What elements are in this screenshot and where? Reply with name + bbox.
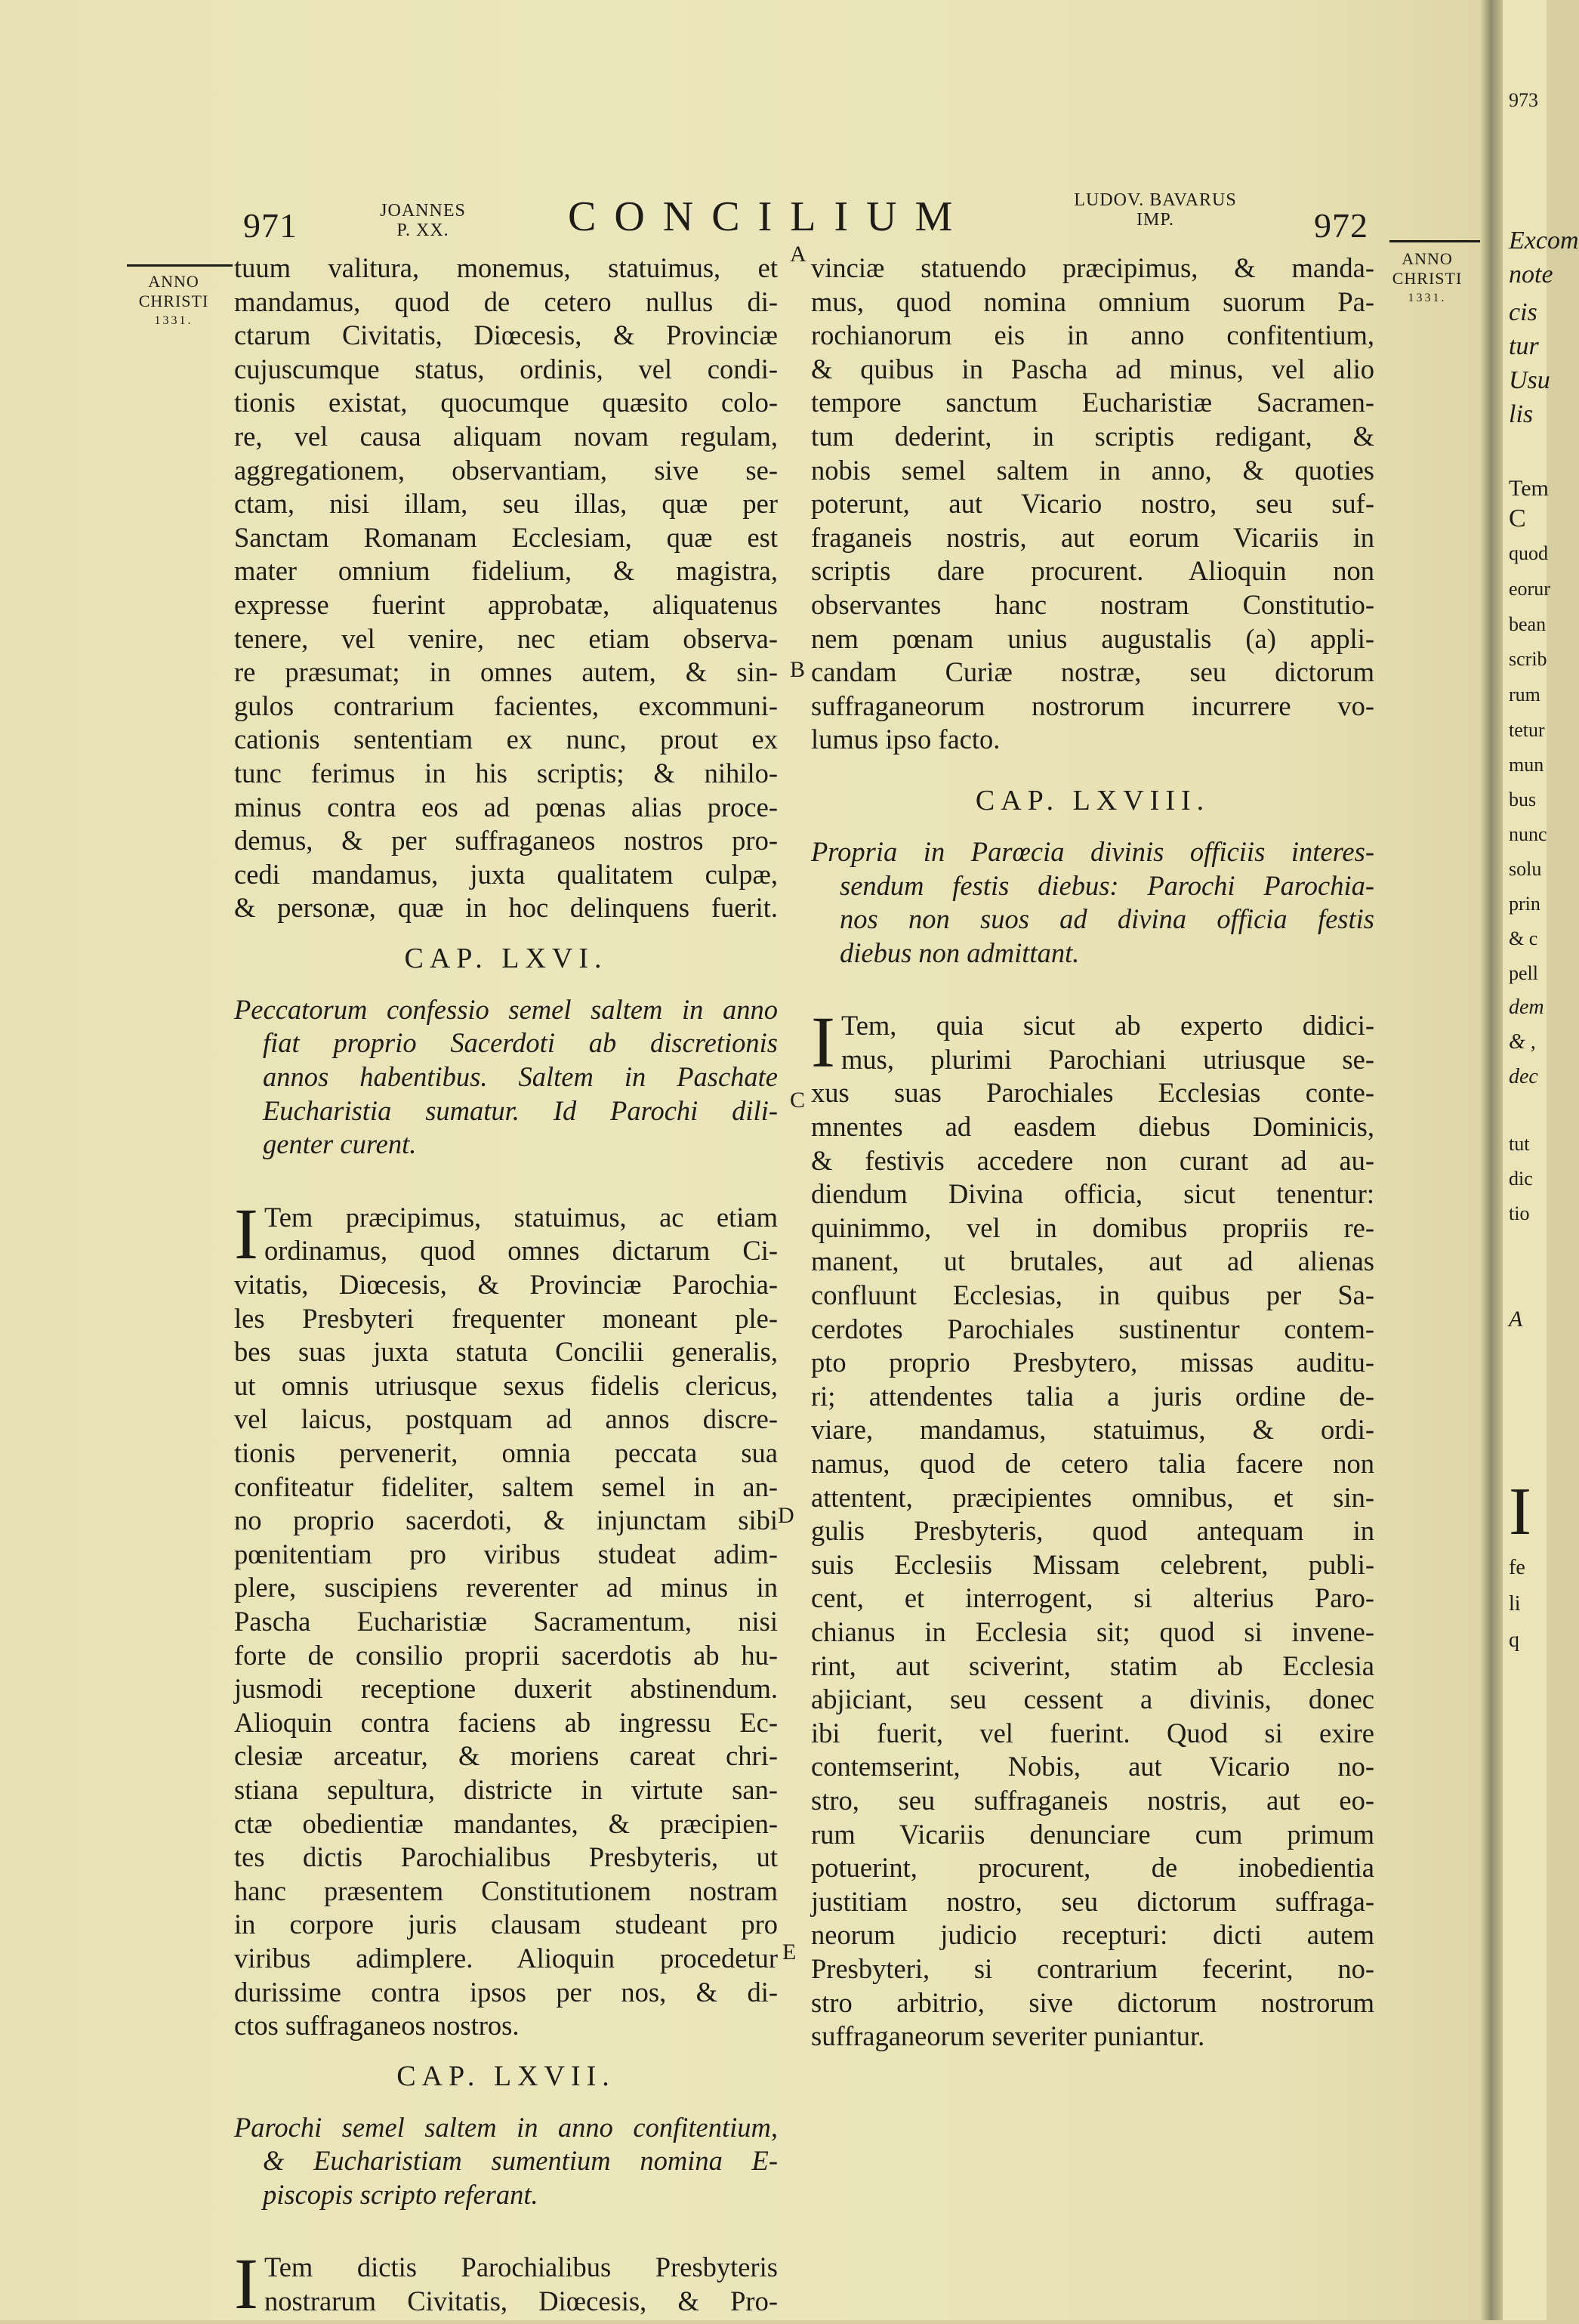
right-column	[811, 252, 1374, 2054]
next-page-fragment: prin	[1509, 893, 1540, 915]
text-line: nem pœnam unius augustalis (a) appli-	[811, 622, 1374, 654]
text-line: Tem præcipimus, statuimus, ac etiam	[264, 1201, 778, 1233]
section-letter-a: A	[790, 242, 806, 267]
text-line: contemserint, Nobis, aut Vicario no-	[811, 1751, 1374, 1782]
text-line: mnentes ad easdem diebus Dominicis,	[811, 1111, 1374, 1143]
text-line: lumus ipso facto.	[811, 724, 1001, 755]
text-line: jusmodi receptione duxerit abstinendum.	[234, 1673, 778, 1705]
rubric-line: Eucharistia sumatur. Id Parochi dili-	[263, 1094, 778, 1126]
next-page-fragment: eorur	[1509, 578, 1550, 600]
next-page-fragment: q	[1509, 1628, 1519, 1652]
text-line: potuerint, procurent, de inobedientia	[811, 1852, 1374, 1884]
text-line: confiteatur fideliter, saltem semel in an-	[234, 1471, 778, 1502]
text-line: chianus in Ecclesia sit; quod si invene-	[811, 1616, 1374, 1647]
chapter-body-66	[234, 1193, 778, 2043]
text-line: & festivis accedere non curant ad au-	[811, 1144, 1374, 1176]
text-line: candam Curiæ nostræ, seu dictorum	[811, 656, 1374, 688]
text-line: neorum judicio recepturi: dicti autem	[811, 1919, 1374, 1951]
text-line: Pascha Eucharistiæ Sacramentum, nisi	[234, 1605, 778, 1637]
next-page-fragment: bean	[1509, 613, 1547, 635]
text-line: xus suas Parochiales Ecclesias conte-	[811, 1077, 1374, 1109]
text-line: cujuscumque status, ordinis, vel condi-	[234, 353, 778, 384]
text-line: & personæ, quæ in hoc delinquens fuerit.	[234, 892, 778, 924]
chapter-rubric-67	[234, 2111, 778, 2212]
book-gutter	[1480, 0, 1503, 2320]
text-line: tuum valitura, monemus, statuimus, et	[234, 252, 778, 283]
chapter-body-68	[811, 1002, 1374, 2053]
anno-year: 1331.	[1408, 292, 1447, 304]
text-line: clesiæ arceatur, & moriens careat chri-	[234, 1740, 778, 1772]
section-letter-b: B	[790, 657, 806, 682]
chapter-body-67	[234, 2243, 778, 2324]
text-line: ibi fuerit, vel fuerint. Quod si exire	[811, 1717, 1374, 1748]
chapter-heading-67: CAP. LXVII.	[396, 2060, 615, 2092]
next-page-fragment: tetur	[1509, 719, 1545, 741]
left-column	[234, 252, 778, 2324]
margin-anno-right	[1382, 249, 1473, 308]
left-intro-paragraph	[234, 252, 778, 925]
text-line: aggregationem, observantiam, sive se-	[234, 454, 778, 486]
running-head-right-line: IMP.	[1136, 210, 1175, 230]
next-page-fragment: Excom	[1509, 227, 1579, 255]
text-line: no proprio sacerdoti, & injunctam sibi	[234, 1505, 778, 1536]
rubric-line: Parochi semel saltem in anno confitentium,	[234, 2111, 778, 2143]
text-line: & quibus in Pascha ad minus, vel alio	[811, 353, 1374, 384]
next-page-fragment: tur	[1509, 332, 1539, 360]
next-page-fragment: fe	[1509, 1556, 1525, 1579]
text-line: quinimmo, vel in domibus propriis re-	[811, 1211, 1374, 1243]
rubric-line: Peccatorum confessio semel saltem in anno	[234, 993, 778, 1025]
next-page-fragment: I	[1509, 1474, 1531, 1549]
next-page-fragment: & ,	[1509, 1030, 1536, 1054]
text-line: ordinamus, quod omnes dictarum Ci-	[264, 1235, 778, 1267]
next-page-fragment: lis	[1509, 400, 1534, 428]
running-head-right	[1046, 190, 1265, 230]
drop-cap-initial: I	[234, 2243, 258, 2324]
text-line: re præsumat; in omnes autem, & sin-	[234, 656, 778, 688]
text-line: gulos contrarium facientes, excommuni-	[234, 690, 778, 721]
spacer	[234, 1178, 778, 1201]
anno-christi: CHRISTI	[138, 292, 209, 310]
text-line: tes dictis Parochialibus Presbyteris, ut	[234, 1841, 778, 1873]
next-page-fragment: dem	[1509, 995, 1544, 1019]
running-head-left-line: P. XX.	[396, 221, 449, 240]
rubric-line: sendum festis diebus: Parochi Parochia-	[840, 869, 1374, 901]
text-line: viare, mandamus, statuimus, & ordi-	[811, 1414, 1374, 1446]
spacer	[811, 986, 1374, 1009]
next-page-fragment: dic	[1509, 1168, 1533, 1190]
text-line: fraganeis nostris, aut eorum Vicariis in	[811, 521, 1374, 553]
text-line: tempore sanctum Eucharistiæ Sacramen-	[811, 387, 1374, 418]
text-line: poterunt, aut Vicario nostro, seu suf-	[811, 488, 1374, 520]
next-page-fragment: dec	[1509, 1065, 1538, 1088]
next-page-fragment: cis	[1509, 298, 1537, 326]
text-line: tionis pervenerit, omnia peccata sua	[234, 1437, 778, 1468]
text-line: plere, suscipiens reverenter ad minus in	[234, 1572, 778, 1603]
section-letter-c: C	[790, 1088, 806, 1113]
text-line: pœnitentiam pro viribus studeat adim-	[234, 1538, 778, 1569]
text-line: mater omnium fidelium, & magistra,	[234, 555, 778, 587]
drop-cap-initial: I	[234, 1193, 258, 1274]
text-line: pto proprio Presbytero, missas auditu-	[811, 1347, 1374, 1378]
text-line: ctam, nisi illam, seu illas, quæ per	[234, 488, 778, 520]
chapter-rubric-68	[811, 835, 1374, 970]
text-line: rum Vicariis denunciare cum primum	[811, 1818, 1374, 1850]
text-line: Alioquin contra faciens ab ingressu Ec-	[234, 1706, 778, 1738]
rubric-line: diebus non admittant.	[840, 937, 1080, 968]
next-page-fragment: note	[1509, 261, 1553, 289]
text-line: cent, et interrogent, si alterius Paro-	[811, 1582, 1374, 1614]
text-line: cationis sententiam ex nunc, prout ex	[234, 724, 778, 755]
text-line: confluunt Ecclesias, in quibus per Sa-	[811, 1279, 1374, 1311]
text-line: ctos suffraganeos nostros.	[234, 2010, 520, 2042]
text-line: cerdotes Parochiales sustinentur contem-	[811, 1313, 1374, 1344]
next-page-fragment: solu	[1509, 858, 1542, 880]
running-head-left-line: JOANNES	[380, 201, 466, 221]
rubric-line: nos non suos ad divina officia festis	[840, 903, 1374, 935]
rubric-line: Propria in Parœcia divinis officiis interes-	[811, 835, 1374, 867]
text-line: nostrarum Civitatis, Diœcesis, & Pro-	[264, 2285, 778, 2317]
spacer	[234, 2228, 778, 2251]
text-line: expresse fuerint approbatæ, aliquatenus	[234, 588, 778, 620]
text-line: vinciæ statuendo præcipimus, & manda-	[811, 252, 1374, 283]
text-line: suffraganeorum severiter puniantur.	[811, 2020, 1205, 2052]
text-line: les Presbyteri frequenter moneant ple-	[234, 1302, 778, 1334]
next-page-fragment: nunc	[1509, 823, 1547, 845]
next-page-fragment: A	[1509, 1307, 1523, 1332]
next-page-fragment: Tem	[1509, 476, 1549, 501]
text-line: Tem, quia sicut ab experto didici-	[840, 1010, 1374, 1042]
next-page-fragment: C	[1509, 505, 1526, 532]
page-number-right: 972	[1314, 206, 1368, 245]
text-line: vitatis, Diœcesis, & Provinciæ Parochia-	[234, 1269, 778, 1301]
text-line: stro, seu suffraganeis nostris, aut eo-	[811, 1784, 1374, 1816]
text-line: minus contra eos ad pœnas alias proce-	[234, 791, 778, 823]
text-line: durissime contra ipsos per nos, & di-	[234, 1976, 778, 2008]
text-line: gulis Presbyteris, quod antequam in	[811, 1515, 1374, 1547]
running-head-right-line: LUDOV. BAVARUS	[1074, 190, 1237, 210]
text-line: namus, quod de cetero talia facere non	[811, 1448, 1374, 1479]
text-line: mandamus, quod de cetero nullus di-	[234, 285, 778, 317]
text-line: viribus adimplere. Alioquin procedetur	[234, 1942, 778, 1974]
section-letter-d: D	[778, 1503, 794, 1528]
chapter-rubric-66	[234, 993, 778, 1162]
text-line: re, vel causa aliquam novam regulam,	[234, 420, 778, 452]
text-line: tum dederint, in scriptis redigant, &	[811, 420, 1374, 452]
next-page-fragment: bus	[1509, 789, 1537, 810]
text-line: stro arbitrio, sive dictorum nostrorum	[811, 1986, 1374, 2018]
next-page-fragment: rum	[1509, 684, 1540, 705]
text-line: hanc præsentem Constitutionem nostram	[234, 1875, 778, 1906]
anno-label: ANNO	[1402, 249, 1453, 268]
text-line: rochianorum eis in anno confitentium,	[811, 319, 1374, 351]
next-page-fragment: Usu	[1509, 366, 1550, 394]
rubric-line: piscopis scripto referant.	[263, 2178, 538, 2210]
margin-anno-left	[121, 272, 227, 331]
next-page-sliver	[1503, 0, 1579, 2320]
chapter-heading-66: CAP. LXVI.	[404, 942, 608, 974]
anno-label: ANNO	[148, 272, 199, 291]
text-line: demus, & per suffraganeos nostros pro-	[234, 825, 778, 856]
text-line: ut omnis utriusque sexus fidelis clericus,	[234, 1369, 778, 1401]
next-page-fragment: scrib	[1509, 648, 1547, 670]
next-page-fragment: pell	[1509, 962, 1538, 984]
text-line: forte de consilio proprii sacerdotis ab hu-	[234, 1639, 778, 1671]
rubric-line: fiat proprio Sacerdoti ab discretionis	[263, 1027, 778, 1059]
text-line: suffraganeorum nostrorum incurrere vo-	[811, 690, 1374, 721]
text-line: Sanctam Romanam Ecclesiam, quæ est	[234, 521, 778, 553]
running-head-left	[370, 201, 476, 240]
text-line: justitiam nostro, seu dictorum suffraga-	[811, 1885, 1374, 1917]
margin-rule-right	[1389, 240, 1480, 242]
text-line: scriptis dare procurent. Alioquin non	[811, 555, 1374, 587]
text-line: suis Ecclesiis Missam celebrent, publi-	[811, 1548, 1374, 1580]
next-page-number: 973	[1509, 89, 1538, 111]
anno-christi: CHRISTI	[1392, 269, 1463, 288]
text-line: tunc ferimus in his scriptis; & nihilo-	[234, 757, 778, 789]
next-page-fragment: tut	[1509, 1133, 1530, 1155]
chapter-heading-68: CAP. LXVIII.	[975, 784, 1210, 816]
text-line: Presbyteri, si contrarium fecerint, no-	[811, 1952, 1374, 1984]
text-line: tionis existat, quocumque quæsito colo-	[234, 387, 778, 418]
text-line: ctæ obedientiæ mandantes, & præcipien-	[234, 1807, 778, 1839]
next-page-fragment: & c	[1509, 927, 1538, 949]
drop-cap-initial: I	[811, 1002, 835, 1083]
text-line: ctarum Civitatis, Diœcesis, & Provinciæ	[234, 319, 778, 351]
text-line: attentent, præcipientes omnibus, et sin-	[811, 1481, 1374, 1513]
right-intro-paragraph	[811, 252, 1374, 757]
next-page-fragment: mun	[1509, 754, 1544, 776]
text-line: abjiciant, seu cessent a divinis, donec	[811, 1684, 1374, 1715]
text-line: mus, plurimi Parochiani utriusque se-	[840, 1043, 1374, 1075]
section-letter-e: E	[782, 1940, 797, 1964]
page-title: CONCILIUM	[568, 193, 971, 240]
text-line: manent, ut brutales, aut ad alienas	[811, 1245, 1374, 1277]
next-page-fragment: tio	[1509, 1202, 1530, 1224]
text-line: observantes hanc nostram Constitutio-	[811, 588, 1374, 620]
text-line: ri; attendentes talia a juris ordine de-	[811, 1380, 1374, 1412]
margin-rule-left	[127, 264, 233, 267]
text-line: in corpore juris clausam studeant pro	[234, 1909, 778, 1940]
text-line: vel laicus, postquam ad annos discre-	[234, 1403, 778, 1435]
rubric-line: annos habentibus. Saltem in Paschate	[263, 1061, 778, 1093]
text-line: cedi mandamus, juxta qualitatem culpæ,	[234, 858, 778, 890]
next-page-fragment: quod	[1509, 542, 1548, 564]
rubric-line: genter curent.	[263, 1128, 417, 1160]
rubric-line: & Eucharistiam sumentium nomina E-	[263, 2145, 778, 2177]
text-line: tenere, vel venire, nec etiam observa-	[234, 622, 778, 654]
text-line: diendum Divina officia, sicut tenentur:	[811, 1178, 1374, 1210]
page-number-left: 971	[243, 206, 298, 245]
next-page-fragment: li	[1509, 1592, 1521, 1616]
text-line: nobis semel saltem in anno, & quoties	[811, 454, 1374, 486]
text-line: bes suas juxta statuta Concilii generalis,	[234, 1336, 778, 1368]
text-line: stiana sepultura, districte in virtute san-	[234, 1773, 778, 1805]
text-line: Tem dictis Parochialibus Presbyteris	[264, 2251, 778, 2283]
text-line: mus, quod nomina omnium suorum Pa-	[811, 285, 1374, 317]
anno-year: 1331.	[154, 314, 193, 327]
text-line: rint, aut sciverint, statim ab Ecclesia	[811, 1650, 1374, 1681]
